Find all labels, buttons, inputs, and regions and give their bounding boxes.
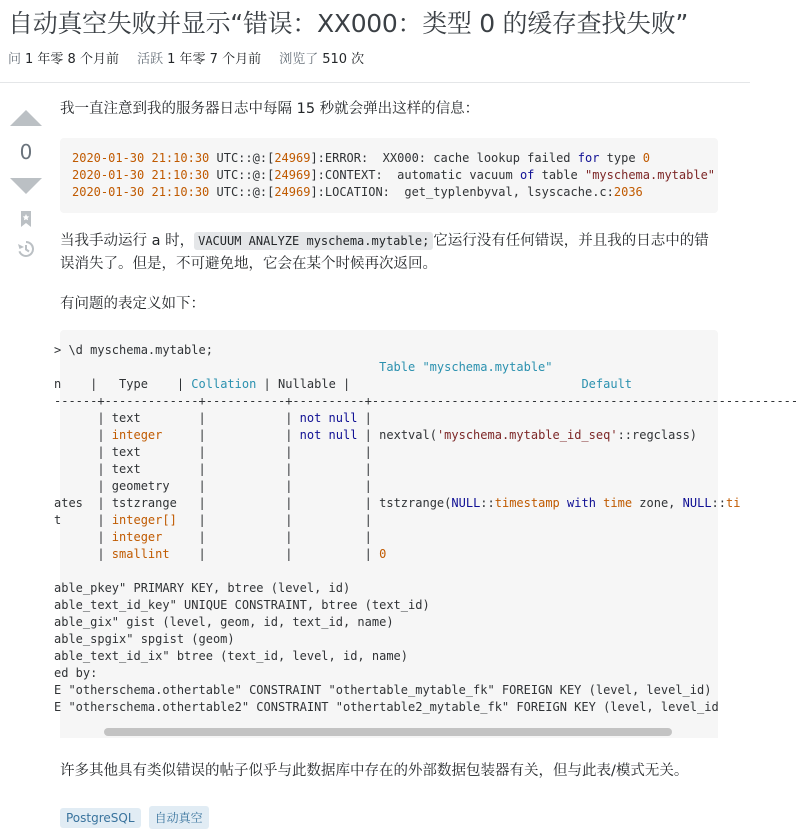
downvote-icon[interactable] xyxy=(10,178,42,194)
paragraph-table-def: 有问题的表定义如下： xyxy=(60,296,205,312)
active-label: 活跃 xyxy=(137,52,164,67)
tag-postgresql[interactable]: PostgreSQL xyxy=(60,808,141,828)
paragraph-fdw-note: 许多其他具有类似错误的帖子似乎与此数据库中存在的外部数据包装器有关，但与此表/模式无关。 xyxy=(60,763,689,779)
horizontal-scrollbar[interactable] xyxy=(60,726,718,738)
question-title[interactable]: 自动真空失败并显示“错误：XX000：类型 0 的缓存查找失败” xyxy=(8,9,689,38)
log-line: 2020-01-30 21:10:30 UTC::@:[24969]:CONTEXT: automatic vacuum of table "myschema.mytable" xyxy=(72,168,716,182)
history-icon[interactable] xyxy=(17,240,35,258)
tag-autovacuum[interactable]: 自动真空 xyxy=(149,806,209,829)
divider xyxy=(0,82,750,83)
vote-count: 0 xyxy=(19,140,33,164)
active-value[interactable]: 1 年零 7 个月前 xyxy=(167,52,262,67)
question-meta xyxy=(8,48,378,67)
log-line: 2020-01-30 21:10:30 UTC::@:[24969]:ERROR: XX000: cache lookup failed for type 0 xyxy=(72,151,651,165)
table-definition-code-block: > \d myschema.mytable; Table "myschema.mytable" n | Type | Collation | Nullable | Default ------+-------------+-----------+----------+----------------------------------------------------------- | text | | not null | | integer | | not null | nextval('myschema.mytable_id_seq'::regclass) | text | | | | text | | | | geometry | | | ates | tstzrange | | | tstzrange(NULL::timestamp with time zone, NULL::ti t | integer[] | | | | integer | | | | smallint | | | 0 able_pkey" PRIMARY KEY, btree (level, id) able_text_id_key" UNIQUE CONSTRAINT, btree (text_id) able_gix" gist (level, geom, id, text_id, name) able_spgix" spgist (geom) able_text_id_ix" btree (text_id, level, id, name) ed by: E "otherschema.othertable" CONSTRAINT "othertable_mytable_fk" FOREIGN KEY (level, level_id) E "otherschema.othertable2" CONSTRAINT "othertable2_mytable_fk" FOREIGN KEY (level, level_id xyxy=(60,330,718,738)
viewed-value: 510 次 xyxy=(322,52,365,67)
upvote-icon[interactable] xyxy=(10,110,42,126)
paragraph-manual-vacuum: 当我手动运行 a 时， VACUUM ANALYZE myschema.mytable; 它运行没有任何错误，并且我的日志中的错误消失了。但是，不可避免地，它会在某个时候再次返回。 xyxy=(60,233,709,272)
log-code-block xyxy=(60,138,718,213)
bookmark-icon[interactable] xyxy=(20,210,32,228)
asked-label: 问 xyxy=(8,52,22,67)
asked-value: 1 年零 8 个月前 xyxy=(25,52,119,67)
log-line: 2020-01-30 21:10:30 UTC::@:[24969]:LOCATION: get_typlenbyval, lsyscache.c:2036 xyxy=(72,185,643,199)
viewed-label: 浏览了 xyxy=(279,52,319,67)
scrollbar-thumb[interactable] xyxy=(104,728,672,736)
paragraph-intro: 我一直注意到我的服务器日志中每隔 15 秒就会弹出这样的信息： xyxy=(60,101,480,117)
inline-code: VACUUM ANALYZE myschema.mytable; xyxy=(194,232,433,250)
tag-list xyxy=(60,806,212,829)
